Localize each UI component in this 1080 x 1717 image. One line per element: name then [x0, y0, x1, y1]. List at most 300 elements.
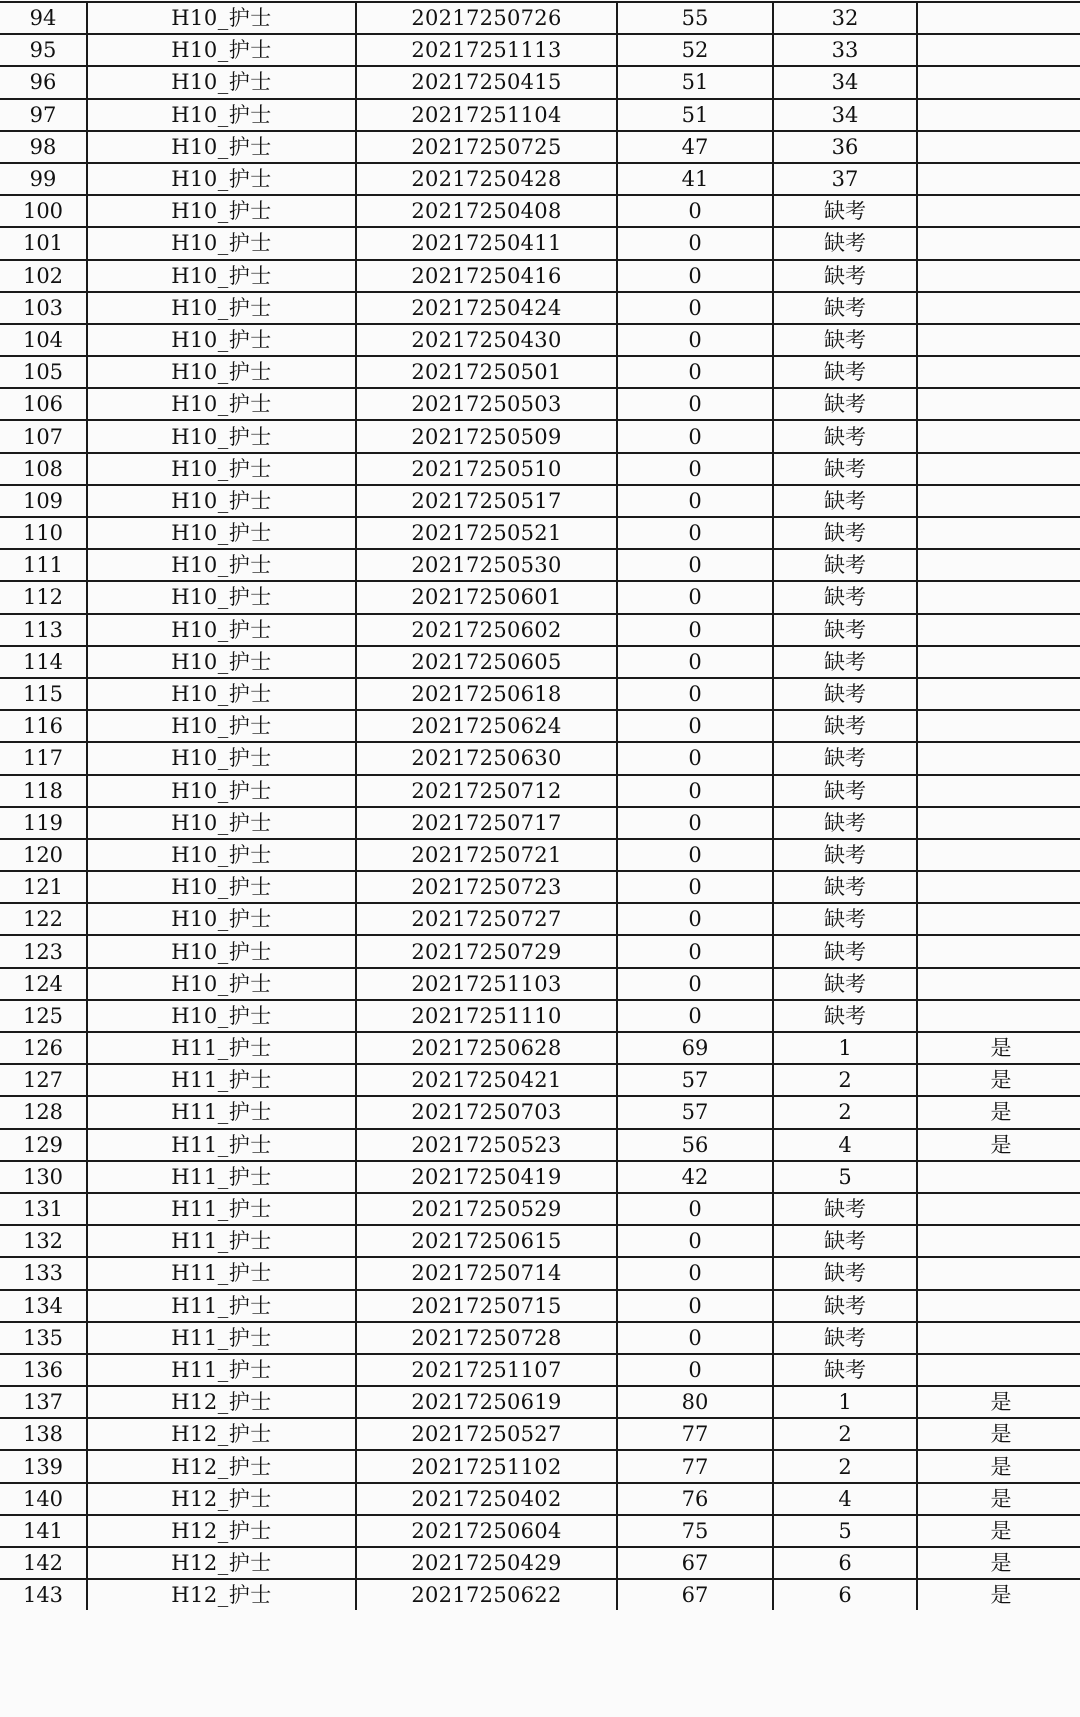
table-row — [0, 195, 1080, 227]
score-cell: 57 — [617, 1064, 773, 1096]
row-number-cell: 136 — [0, 1354, 87, 1386]
exam-id-cell: 20217250411 — [356, 227, 617, 259]
exam-id-cell: 20217251113 — [356, 34, 617, 66]
table-row — [0, 99, 1080, 131]
table-row — [0, 549, 1080, 581]
qualified-cell — [917, 517, 1080, 549]
rank-cell: 缺考 — [773, 1290, 917, 1322]
row-number-cell: 133 — [0, 1257, 87, 1289]
rank-cell: 缺考 — [773, 1193, 917, 1225]
table-row — [0, 1096, 1080, 1128]
qualified-cell — [917, 775, 1080, 807]
score-cell: 41 — [617, 163, 773, 195]
position-cell: H10_护士 — [87, 2, 356, 34]
score-cell: 76 — [617, 1483, 773, 1515]
row-number-cell: 117 — [0, 742, 87, 774]
exam-id-cell: 20217251110 — [356, 1000, 617, 1032]
rank-cell: 2 — [773, 1096, 917, 1128]
exam-id-cell: 20217250619 — [356, 1386, 617, 1418]
table-row — [0, 1193, 1080, 1225]
row-number-cell: 101 — [0, 227, 87, 259]
score-cell: 77 — [617, 1418, 773, 1450]
score-cell: 0 — [617, 1257, 773, 1289]
score-cell: 0 — [617, 388, 773, 420]
row-number-cell: 114 — [0, 646, 87, 678]
row-number-cell: 141 — [0, 1515, 87, 1547]
score-cell: 55 — [617, 2, 773, 34]
qualified-cell — [917, 163, 1080, 195]
rank-cell: 缺考 — [773, 1354, 917, 1386]
qualified-cell — [917, 839, 1080, 871]
position-cell: H11_护士 — [87, 1161, 356, 1193]
score-cell: 69 — [617, 1032, 773, 1064]
rank-cell: 4 — [773, 1129, 917, 1161]
qualified-cell: 是 — [917, 1096, 1080, 1128]
position-cell: H10_护士 — [87, 420, 356, 452]
table-row — [0, 1064, 1080, 1096]
rank-cell: 缺考 — [773, 839, 917, 871]
score-cell: 0 — [617, 775, 773, 807]
position-cell: H12_护士 — [87, 1418, 356, 1450]
qualified-cell: 是 — [917, 1032, 1080, 1064]
row-number-cell: 130 — [0, 1161, 87, 1193]
qualified-cell: 是 — [917, 1064, 1080, 1096]
rank-cell: 36 — [773, 131, 917, 163]
exam-id-cell: 20217250421 — [356, 1064, 617, 1096]
qualified-cell — [917, 1225, 1080, 1257]
position-cell: H10_护士 — [87, 646, 356, 678]
position-cell: H11_护士 — [87, 1064, 356, 1096]
row-number-cell: 113 — [0, 614, 87, 646]
score-cell: 0 — [617, 292, 773, 324]
score-cell: 0 — [617, 356, 773, 388]
table-row — [0, 356, 1080, 388]
exam-id-cell: 20217250601 — [356, 581, 617, 613]
score-cell: 0 — [617, 195, 773, 227]
table-row — [0, 742, 1080, 774]
row-number-cell: 105 — [0, 356, 87, 388]
exam-id-cell: 20217250703 — [356, 1096, 617, 1128]
score-cell: 0 — [617, 581, 773, 613]
table-row — [0, 1386, 1080, 1418]
row-number-cell: 127 — [0, 1064, 87, 1096]
rank-cell: 缺考 — [773, 292, 917, 324]
exam-id-cell: 20217250628 — [356, 1032, 617, 1064]
row-number-cell: 94 — [0, 2, 87, 34]
table-row — [0, 517, 1080, 549]
rank-cell: 缺考 — [773, 581, 917, 613]
rank-cell: 34 — [773, 99, 917, 131]
row-number-cell: 138 — [0, 1418, 87, 1450]
rank-cell: 5 — [773, 1515, 917, 1547]
exam-id-cell: 20217250527 — [356, 1418, 617, 1450]
exam-id-cell: 20217250501 — [356, 356, 617, 388]
qualified-cell — [917, 227, 1080, 259]
qualified-cell — [917, 485, 1080, 517]
exam-id-cell: 20217250624 — [356, 710, 617, 742]
row-number-cell: 135 — [0, 1322, 87, 1354]
qualified-cell: 是 — [917, 1418, 1080, 1450]
rank-cell: 缺考 — [773, 968, 917, 1000]
qualified-cell — [917, 66, 1080, 98]
row-number-cell: 137 — [0, 1386, 87, 1418]
exam-id-cell: 20217250510 — [356, 453, 617, 485]
table-row — [0, 1579, 1080, 1610]
table-row — [0, 839, 1080, 871]
qualified-cell — [917, 903, 1080, 935]
rank-cell: 缺考 — [773, 614, 917, 646]
qualified-cell — [917, 614, 1080, 646]
qualified-cell — [917, 1290, 1080, 1322]
rank-cell: 缺考 — [773, 549, 917, 581]
table-row — [0, 453, 1080, 485]
exam-id-cell: 20217250429 — [356, 1547, 617, 1579]
table-row — [0, 2, 1080, 34]
table-row — [0, 485, 1080, 517]
exam-id-cell: 20217251103 — [356, 968, 617, 1000]
exam-id-cell: 20217250402 — [356, 1483, 617, 1515]
position-cell: H11_护士 — [87, 1225, 356, 1257]
row-number-cell: 98 — [0, 131, 87, 163]
table-row — [0, 678, 1080, 710]
row-number-cell: 139 — [0, 1450, 87, 1482]
qualified-cell — [917, 99, 1080, 131]
score-cell: 0 — [617, 968, 773, 1000]
exam-id-cell: 20217250602 — [356, 614, 617, 646]
position-cell: H10_护士 — [87, 324, 356, 356]
rank-cell: 缺考 — [773, 420, 917, 452]
exam-id-cell: 20217250727 — [356, 903, 617, 935]
rank-cell: 缺考 — [773, 356, 917, 388]
table-row — [0, 903, 1080, 935]
rank-cell: 缺考 — [773, 678, 917, 710]
rank-cell: 缺考 — [773, 195, 917, 227]
qualified-cell — [917, 935, 1080, 967]
table-row — [0, 807, 1080, 839]
qualified-cell — [917, 549, 1080, 581]
score-cell: 0 — [617, 260, 773, 292]
position-cell: H10_护士 — [87, 195, 356, 227]
exam-id-cell: 20217250604 — [356, 1515, 617, 1547]
score-cell: 0 — [617, 420, 773, 452]
row-number-cell: 100 — [0, 195, 87, 227]
qualified-cell — [917, 1354, 1080, 1386]
score-cell: 0 — [617, 646, 773, 678]
position-cell: H10_护士 — [87, 227, 356, 259]
score-cell: 0 — [617, 227, 773, 259]
exam-id-cell: 20217251102 — [356, 1450, 617, 1482]
exam-id-cell: 20217250517 — [356, 485, 617, 517]
rank-cell: 缺考 — [773, 742, 917, 774]
exam-id-cell: 20217250729 — [356, 935, 617, 967]
score-cell: 0 — [617, 1225, 773, 1257]
score-cell: 0 — [617, 903, 773, 935]
score-cell: 0 — [617, 549, 773, 581]
exam-id-cell: 20217250630 — [356, 742, 617, 774]
position-cell: H10_护士 — [87, 581, 356, 613]
qualified-cell — [917, 646, 1080, 678]
score-cell: 51 — [617, 66, 773, 98]
rank-cell: 33 — [773, 34, 917, 66]
row-number-cell: 106 — [0, 388, 87, 420]
rank-cell: 缺考 — [773, 807, 917, 839]
table-row — [0, 871, 1080, 903]
row-number-cell: 140 — [0, 1483, 87, 1515]
rank-cell: 缺考 — [773, 1257, 917, 1289]
row-number-cell: 116 — [0, 710, 87, 742]
row-number-cell: 119 — [0, 807, 87, 839]
exam-id-cell: 20217250430 — [356, 324, 617, 356]
position-cell: H10_护士 — [87, 485, 356, 517]
rank-cell: 2 — [773, 1064, 917, 1096]
qualified-cell: 是 — [917, 1386, 1080, 1418]
row-number-cell: 115 — [0, 678, 87, 710]
score-cell: 42 — [617, 1161, 773, 1193]
position-cell: H10_护士 — [87, 1000, 356, 1032]
qualified-cell — [917, 1322, 1080, 1354]
row-number-cell: 99 — [0, 163, 87, 195]
score-cell: 0 — [617, 742, 773, 774]
table-row — [0, 968, 1080, 1000]
row-number-cell: 126 — [0, 1032, 87, 1064]
exam-id-cell: 20217250529 — [356, 1193, 617, 1225]
position-cell: H10_护士 — [87, 710, 356, 742]
table-row — [0, 710, 1080, 742]
position-cell: H10_护士 — [87, 968, 356, 1000]
exam-id-cell: 20217250605 — [356, 646, 617, 678]
qualified-cell — [917, 1000, 1080, 1032]
position-cell: H10_护士 — [87, 903, 356, 935]
position-cell: H10_护士 — [87, 549, 356, 581]
exam-id-cell: 20217250723 — [356, 871, 617, 903]
position-cell: H11_护士 — [87, 1354, 356, 1386]
qualified-cell — [917, 388, 1080, 420]
exam-id-cell: 20217251107 — [356, 1354, 617, 1386]
score-cell: 67 — [617, 1547, 773, 1579]
qualified-cell — [917, 581, 1080, 613]
rank-cell: 缺考 — [773, 710, 917, 742]
score-cell: 0 — [617, 710, 773, 742]
qualified-cell — [917, 742, 1080, 774]
position-cell: H10_护士 — [87, 260, 356, 292]
exam-id-cell: 20217250428 — [356, 163, 617, 195]
position-cell: H12_护士 — [87, 1386, 356, 1418]
row-number-cell: 124 — [0, 968, 87, 1000]
row-number-cell: 121 — [0, 871, 87, 903]
position-cell: H10_护士 — [87, 807, 356, 839]
position-cell: H10_护士 — [87, 678, 356, 710]
qualified-cell — [917, 195, 1080, 227]
score-cell: 0 — [617, 1000, 773, 1032]
results-table — [0, 1, 1080, 1610]
score-cell: 75 — [617, 1515, 773, 1547]
table-row — [0, 1129, 1080, 1161]
rank-cell: 1 — [773, 1386, 917, 1418]
row-number-cell: 110 — [0, 517, 87, 549]
score-cell: 67 — [617, 1579, 773, 1610]
row-number-cell: 123 — [0, 935, 87, 967]
exam-id-cell: 20217250415 — [356, 66, 617, 98]
position-cell: H12_护士 — [87, 1547, 356, 1579]
rank-cell: 缺考 — [773, 517, 917, 549]
table-row — [0, 581, 1080, 613]
score-cell: 0 — [617, 614, 773, 646]
qualified-cell — [917, 1193, 1080, 1225]
table-row — [0, 646, 1080, 678]
row-number-cell: 120 — [0, 839, 87, 871]
table-row — [0, 34, 1080, 66]
position-cell: H11_护士 — [87, 1193, 356, 1225]
position-cell: H12_护士 — [87, 1515, 356, 1547]
score-cell: 0 — [617, 839, 773, 871]
row-number-cell: 143 — [0, 1579, 87, 1610]
rank-cell: 缺考 — [773, 1000, 917, 1032]
position-cell: H10_护士 — [87, 871, 356, 903]
exam-id-cell: 20217250728 — [356, 1322, 617, 1354]
exam-id-cell: 20217250714 — [356, 1257, 617, 1289]
row-number-cell: 109 — [0, 485, 87, 517]
table-row — [0, 66, 1080, 98]
exam-id-cell: 20217250419 — [356, 1161, 617, 1193]
table-row — [0, 1032, 1080, 1064]
table-row — [0, 614, 1080, 646]
position-cell: H10_护士 — [87, 99, 356, 131]
position-cell: H10_护士 — [87, 292, 356, 324]
position-cell: H10_护士 — [87, 614, 356, 646]
score-cell: 0 — [617, 871, 773, 903]
row-number-cell: 125 — [0, 1000, 87, 1032]
rank-cell: 缺考 — [773, 1225, 917, 1257]
table-row — [0, 227, 1080, 259]
position-cell: H12_护士 — [87, 1579, 356, 1610]
exam-id-cell: 20217250615 — [356, 1225, 617, 1257]
exam-id-cell: 20217250424 — [356, 292, 617, 324]
position-cell: H10_护士 — [87, 66, 356, 98]
score-cell: 52 — [617, 34, 773, 66]
exam-id-cell: 20217250717 — [356, 807, 617, 839]
exam-id-cell: 20217251104 — [356, 99, 617, 131]
exam-id-cell: 20217250408 — [356, 195, 617, 227]
position-cell: H10_护士 — [87, 453, 356, 485]
table-row — [0, 420, 1080, 452]
score-cell: 0 — [617, 1193, 773, 1225]
row-number-cell: 118 — [0, 775, 87, 807]
rank-cell: 缺考 — [773, 646, 917, 678]
score-cell: 0 — [617, 453, 773, 485]
rank-cell: 4 — [773, 1483, 917, 1515]
table-row — [0, 1161, 1080, 1193]
qualified-cell: 是 — [917, 1450, 1080, 1482]
exam-id-cell: 20217250622 — [356, 1579, 617, 1610]
table-row — [0, 935, 1080, 967]
qualified-cell — [917, 292, 1080, 324]
position-cell: H10_护士 — [87, 34, 356, 66]
rank-cell: 缺考 — [773, 485, 917, 517]
rank-cell: 2 — [773, 1450, 917, 1482]
exam-id-cell: 20217250725 — [356, 131, 617, 163]
rank-cell: 缺考 — [773, 324, 917, 356]
rank-cell: 缺考 — [773, 903, 917, 935]
score-cell: 0 — [617, 807, 773, 839]
position-cell: H10_护士 — [87, 131, 356, 163]
exam-id-cell: 20217250521 — [356, 517, 617, 549]
row-number-cell: 112 — [0, 581, 87, 613]
qualified-cell: 是 — [917, 1129, 1080, 1161]
position-cell: H10_护士 — [87, 742, 356, 774]
rank-cell: 1 — [773, 1032, 917, 1064]
table-row — [0, 1515, 1080, 1547]
row-number-cell: 142 — [0, 1547, 87, 1579]
qualified-cell: 是 — [917, 1515, 1080, 1547]
row-number-cell: 97 — [0, 99, 87, 131]
qualified-cell — [917, 807, 1080, 839]
rank-cell: 5 — [773, 1161, 917, 1193]
row-number-cell: 122 — [0, 903, 87, 935]
rank-cell: 缺考 — [773, 1322, 917, 1354]
row-number-cell: 96 — [0, 66, 87, 98]
position-cell: H12_护士 — [87, 1450, 356, 1482]
qualified-cell — [917, 710, 1080, 742]
qualified-cell: 是 — [917, 1547, 1080, 1579]
rank-cell: 34 — [773, 66, 917, 98]
score-cell: 0 — [617, 517, 773, 549]
qualified-cell — [917, 453, 1080, 485]
row-number-cell: 95 — [0, 34, 87, 66]
score-cell: 80 — [617, 1386, 773, 1418]
row-number-cell: 132 — [0, 1225, 87, 1257]
rank-cell: 缺考 — [773, 871, 917, 903]
position-cell: H12_护士 — [87, 1483, 356, 1515]
exam-id-cell: 20217250503 — [356, 388, 617, 420]
table-row — [0, 775, 1080, 807]
table-row — [0, 1354, 1080, 1386]
score-cell: 0 — [617, 1354, 773, 1386]
row-number-cell: 104 — [0, 324, 87, 356]
score-cell: 77 — [617, 1450, 773, 1482]
qualified-cell — [917, 1161, 1080, 1193]
table-row — [0, 131, 1080, 163]
exam-id-cell: 20217250721 — [356, 839, 617, 871]
position-cell: H10_护士 — [87, 356, 356, 388]
row-number-cell: 102 — [0, 260, 87, 292]
exam-id-cell: 20217250416 — [356, 260, 617, 292]
table-row — [0, 1322, 1080, 1354]
exam-id-cell: 20217250715 — [356, 1290, 617, 1322]
exam-id-cell: 20217250530 — [356, 549, 617, 581]
rank-cell: 6 — [773, 1579, 917, 1610]
position-cell: H10_护士 — [87, 517, 356, 549]
table-row — [0, 292, 1080, 324]
position-cell: H10_护士 — [87, 839, 356, 871]
table-row — [0, 163, 1080, 195]
qualified-cell — [917, 678, 1080, 710]
table-row — [0, 388, 1080, 420]
qualified-cell — [917, 968, 1080, 1000]
exam-id-cell: 20217250726 — [356, 2, 617, 34]
qualified-cell — [917, 2, 1080, 34]
qualified-cell — [917, 131, 1080, 163]
table-row — [0, 1450, 1080, 1482]
row-number-cell: 131 — [0, 1193, 87, 1225]
qualified-cell: 是 — [917, 1579, 1080, 1610]
table-row — [0, 1290, 1080, 1322]
score-cell: 0 — [617, 1322, 773, 1354]
rank-cell: 缺考 — [773, 935, 917, 967]
exam-id-cell: 20217250523 — [356, 1129, 617, 1161]
rank-cell: 缺考 — [773, 260, 917, 292]
table-row — [0, 260, 1080, 292]
score-cell: 0 — [617, 1290, 773, 1322]
